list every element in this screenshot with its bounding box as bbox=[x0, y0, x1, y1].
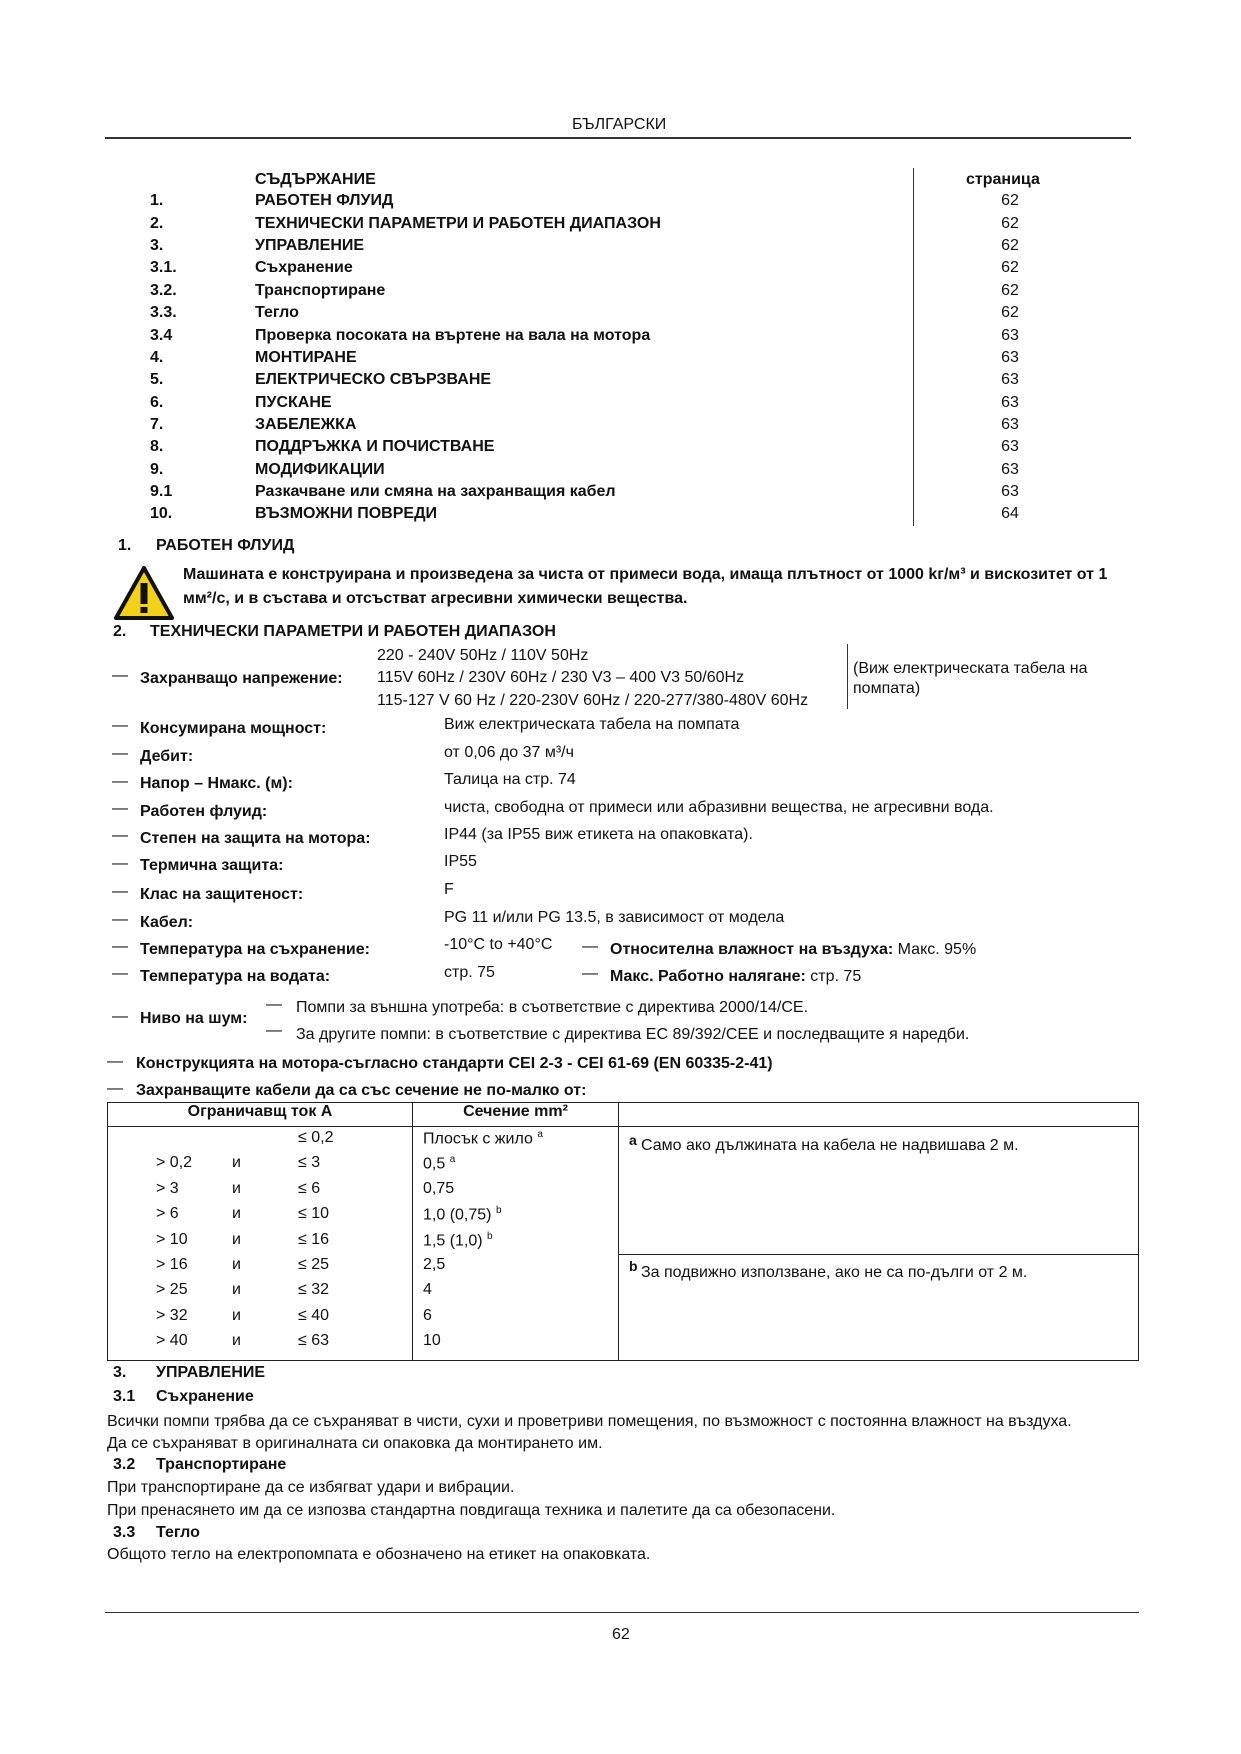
storage-paragraph-1: Всички помпи трябва да се съхраняват в чисти, сухи и проветриви помещения, по възможност с постоянна влажност на въздуха. bbox=[107, 1413, 1072, 1430]
section1-number: 1. bbox=[118, 537, 132, 554]
voltage-note-divider bbox=[847, 644, 848, 709]
section2-number: 2. bbox=[113, 623, 127, 640]
section-value: 10 bbox=[423, 1332, 441, 1349]
section3-title: УПРАВЛЕНИЕ bbox=[156, 1364, 266, 1381]
footer-rule bbox=[105, 1612, 1139, 1613]
noise-line: За другите помпи: в съответствие с директива ЕС 89/392/CEE и последващите я наредби. bbox=[296, 1026, 970, 1043]
table-header-empty bbox=[619, 1103, 1139, 1127]
voltage-line: 115-127 V 60 Hz / 220-230V 60Hz / 220-277/380-480V 60Hz bbox=[377, 692, 809, 709]
toc-heading: СЪДЪРЖАНИЕ bbox=[255, 171, 376, 188]
warning-text-line1: Машината е конструирана и произведена за чиста от примеси вода, имаща плътност от 1000 kг/м³ и вискозитет от 1 bbox=[183, 566, 1108, 583]
voltage-label: Захранващо напрежение: bbox=[140, 670, 343, 687]
table-header-current: Ограничавщ ток А bbox=[108, 1103, 413, 1127]
voltage-note-line2: помпата) bbox=[853, 680, 921, 697]
section31-number: 3.1 bbox=[113, 1388, 136, 1405]
section-value: 2,5 bbox=[423, 1256, 446, 1273]
storage-paragraph-2: Да се съхраняват в оригиналната си опаковка да монтирането им. bbox=[107, 1435, 603, 1452]
voltage-line: 115V 60Hz / 230V 60Hz / 230 V3 – 400 V3 50/60Hz bbox=[377, 669, 745, 686]
transport-paragraph-1: При транспортиране да се избягват удари и вибрации. bbox=[107, 1479, 515, 1496]
section-value-cell bbox=[413, 1127, 619, 1361]
section32-title: Транспортиране bbox=[156, 1456, 287, 1473]
section-value: 6 bbox=[423, 1307, 432, 1324]
toc-divider bbox=[913, 168, 914, 526]
page-header-language: БЪЛГАРСКИ bbox=[572, 116, 667, 133]
notes-cell: a Само ако дължината на кабела не надвишава 2 м. b За подвижно използване, ако не са по-дълги от 2 м. bbox=[619, 1127, 1139, 1361]
header-rule bbox=[105, 137, 1131, 139]
voltage-note-line1: (Виж електрическата табела на bbox=[853, 660, 1088, 677]
weight-paragraph: Общото тегло на електропомпата е обозначено на етикет на опаковката. bbox=[107, 1546, 651, 1563]
noise-line: Помпи за външна употреба: в съответствие с директива 2000/14/CE. bbox=[296, 999, 809, 1016]
section-value: 4 bbox=[423, 1281, 432, 1298]
section-value: 1,0 (0,75) $^b$ bbox=[423, 1205, 502, 1224]
section-value: Плосък с жило $^a$ bbox=[423, 1129, 543, 1148]
note-a: a Само ако дължината на кабела не надвишава 2 м. bbox=[619, 1127, 1138, 1255]
section33-title: Тегло bbox=[156, 1524, 200, 1541]
voltage-line: 220 - 240V 50Hz / 110V 50Hz bbox=[377, 647, 589, 664]
section32-number: 3.2 bbox=[113, 1456, 136, 1473]
section3-number: 3. bbox=[113, 1364, 127, 1381]
section-value: 1,5 (1,0) $^b$ bbox=[423, 1231, 493, 1250]
section1-title: РАБОТЕН ФЛУИД bbox=[156, 537, 295, 554]
warning-triangle-icon bbox=[113, 565, 175, 621]
section2-title: ТЕХНИЧЕСКИ ПАРАМЕТРИ И РАБОТЕН ДИАПАЗОН bbox=[150, 623, 556, 640]
section33-number: 3.3 bbox=[113, 1524, 136, 1541]
section-value: 0,75 bbox=[423, 1180, 455, 1197]
page-number: 62 bbox=[612, 1626, 630, 1643]
cable-section-table bbox=[107, 1102, 1139, 1361]
warning-text-line2: мм²/с, и в състава и отсъстват агресивни химически вещества. bbox=[183, 590, 688, 607]
table-header-section: Сечение mm² bbox=[413, 1103, 619, 1127]
spec-dash: — bbox=[112, 667, 128, 684]
current-range-cell: ≤ 0,2 > 0,2 и ≤ 3 > 3 и ≤ 6 > 6 и ≤ 10 > 10 и ≤ 16 > 16 и ≤ 25 > 25 и ≤ 32 > 32 и ≤ 40 > 40 и ≤ 63 bbox=[108, 1127, 413, 1361]
toc-page-heading: страница bbox=[966, 171, 1040, 188]
section-value: 0,5 $^a$ bbox=[423, 1154, 456, 1173]
transport-paragraph-2: При пренасянето им да се изпозва стандартна повдигаща техника и палетите да са обезопасени. bbox=[107, 1502, 836, 1519]
section31-title: Съхранение bbox=[156, 1388, 254, 1405]
